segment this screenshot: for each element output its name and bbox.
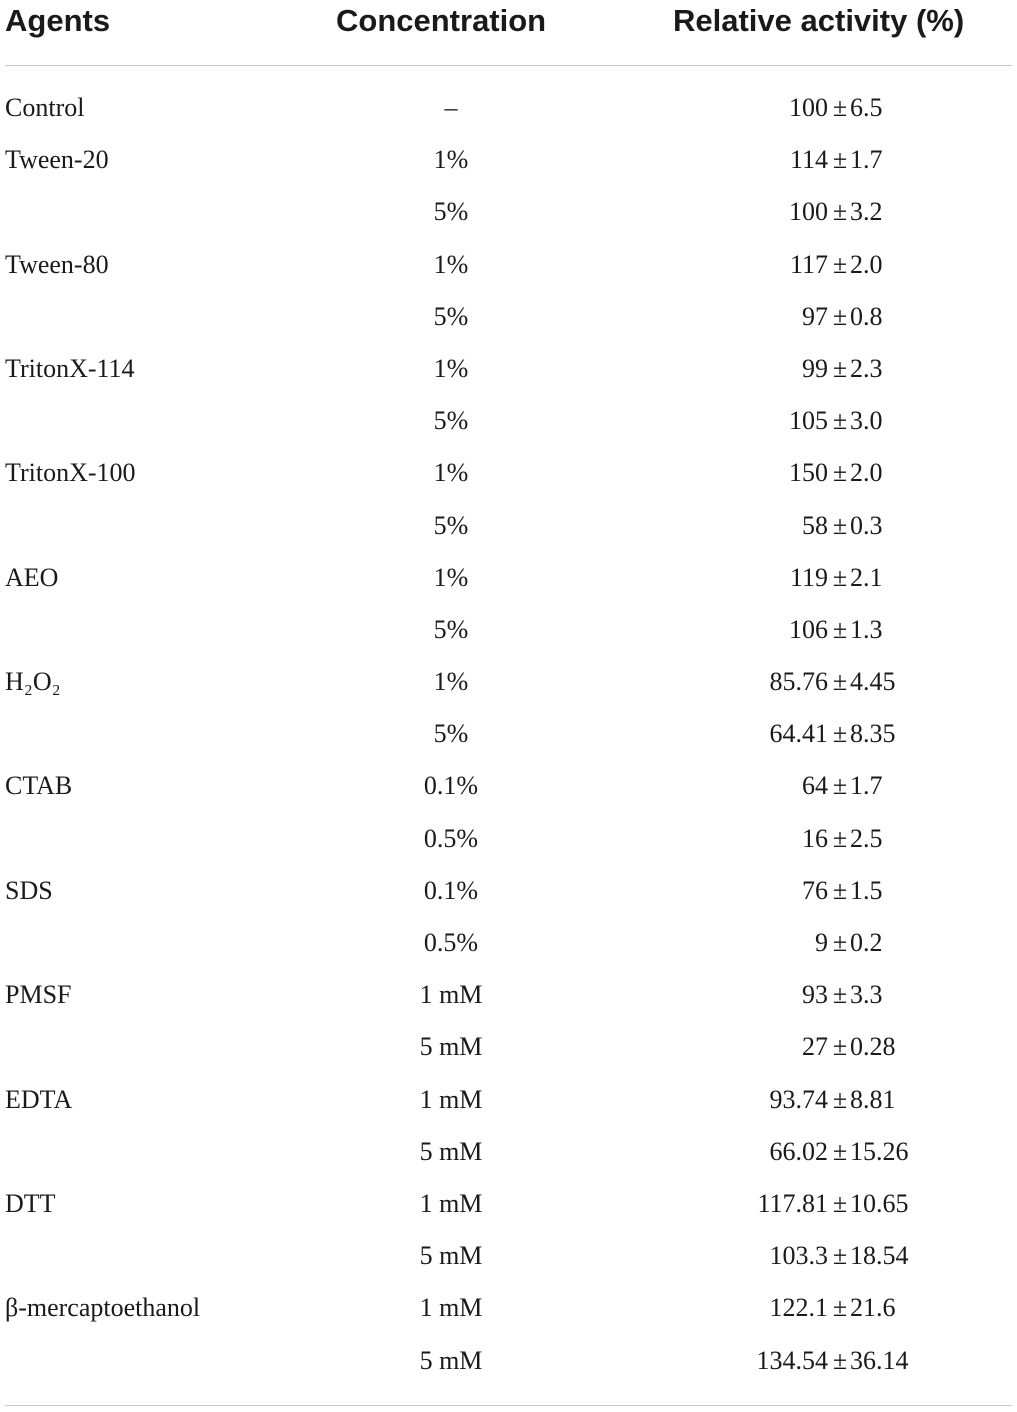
table-row [0,343,1017,395]
cell-concentration: 1 mM [419,1188,483,1218]
plus-minus-sign: ± [832,353,848,383]
cell-concentration: 1 mM [419,980,483,1010]
activity-sd: 0.8 [850,301,883,331]
cell-agent: Tween-20 [5,145,109,175]
cell-agent: β-mercaptoethanol [5,1293,201,1323]
activity-sd: 2.0 [850,249,883,279]
table-row [0,813,1017,865]
activity-mean: 117 [789,249,828,279]
activity-mean: 93 [802,980,828,1010]
activity-sd: 0.28 [850,1032,896,1062]
cell-concentration: 5% [433,719,469,749]
activity-sd: 2.0 [850,458,883,488]
table-row [0,1178,1017,1230]
activity-mean: 134.54 [756,1345,828,1375]
activity-sd: 0.3 [850,510,883,540]
cell-concentration: 1 mM [419,1084,483,1114]
cell-agent: CTAB [5,771,73,801]
cell-agent: Control [5,93,85,122]
activity-mean: 93.74 [769,1084,828,1114]
plus-minus-sign: ± [832,980,848,1010]
cell-relative-activity [700,1282,936,1334]
activity-sd: 1.7 [850,145,883,175]
activity-mean: 64.41 [769,719,828,749]
table-row [0,186,1017,238]
activity-sd: 1.3 [850,614,883,644]
activity-sd: 2.1 [850,562,883,592]
cell-concentration: 1% [433,353,469,383]
table-body [0,82,1017,1387]
activity-mean: 119 [789,562,828,592]
cell-relative-activity [700,82,936,134]
table-row [0,1335,1017,1387]
plus-minus-sign: ± [832,562,848,592]
cell-relative-activity [700,760,936,812]
activity-mean: 114 [789,145,828,175]
table-row [0,708,1017,760]
activity-mean: 76 [802,875,828,905]
table-row [0,604,1017,656]
header-concentration: Concentration [336,3,547,38]
table-row [0,134,1017,186]
cell-agent: AEO [5,562,59,592]
cell-relative-activity [700,865,936,917]
cell-relative-activity [700,917,936,969]
table-row [0,1074,1017,1126]
plus-minus-sign: ± [832,145,848,175]
plus-minus-sign: ± [832,1084,848,1114]
cell-relative-activity [700,134,936,186]
cell-relative-activity [700,1074,936,1126]
activity-mean: 122.1 [769,1293,828,1323]
table-row [0,656,1017,708]
table-row [0,395,1017,447]
activity-sd: 2.5 [850,823,883,853]
activity-mean: 150 [789,458,828,488]
bottom-divider [5,1405,1012,1406]
cell-relative-activity [700,552,936,604]
activity-mean: 100 [789,197,828,227]
cell-concentration: 1% [433,145,469,175]
cell-agent: SDS [5,875,53,905]
activity-sd: 10.65 [850,1188,909,1218]
table-row [0,291,1017,343]
activity-mean: 97 [802,301,828,331]
table-row [0,500,1017,552]
activity-sd: 18.54 [850,1241,909,1271]
table-row [0,1021,1017,1073]
activity-sd: 6.5 [850,93,883,122]
plus-minus-sign: ± [832,719,848,749]
header-agents: Agents [5,3,111,38]
cell-concentration: 5% [433,510,469,540]
plus-minus-sign: ± [832,614,848,644]
cell-concentration: 5% [433,301,469,331]
table-header [0,0,1017,65]
table-row [0,447,1017,499]
activity-mean: 64 [802,771,828,801]
cell-relative-activity [700,447,936,499]
activity-sd: 1.5 [850,875,883,905]
plus-minus-sign: ± [832,249,848,279]
table-row [0,865,1017,917]
plus-minus-sign: ± [832,1188,848,1218]
cell-relative-activity [700,1126,936,1178]
plus-minus-sign: ± [832,197,848,227]
header-relative-activity: Relative activity (%) [673,3,965,38]
cell-relative-activity [700,395,936,447]
cell-relative-activity [700,969,936,1021]
activity-sd: 3.2 [850,197,883,227]
cell-relative-activity [700,604,936,656]
cell-relative-activity [700,656,936,708]
table-row [0,1282,1017,1334]
activity-mean: 99 [802,353,828,383]
activity-mean: 16 [802,823,828,853]
cell-relative-activity [700,186,936,238]
plus-minus-sign: ± [832,458,848,488]
plus-minus-sign: ± [832,301,848,331]
cell-concentration: – [444,93,458,122]
activity-sd: 21.6 [850,1293,896,1323]
activity-mean: 100 [789,93,828,122]
header-divider [5,65,1012,66]
activity-mean: 103.3 [769,1241,828,1271]
cell-concentration: 5% [433,197,469,227]
cell-concentration: 0.5% [423,928,479,957]
activity-mean: 85.76 [769,667,828,697]
cell-agent: TritonX-100 [5,458,136,488]
cell-concentration: 0.5% [423,823,479,853]
activity-sd: 0.2 [850,928,883,957]
activity-sd: 3.0 [850,406,883,436]
plus-minus-sign: ± [832,1345,848,1375]
cell-concentration: 5 mM [419,1345,483,1375]
plus-minus-sign: ± [832,406,848,436]
table-row [0,969,1017,1021]
plus-minus-sign: ± [832,771,848,801]
plus-minus-sign: ± [832,823,848,853]
activity-mean: 9 [815,928,828,957]
cell-relative-activity [700,500,936,552]
cell-agent: PMSF [5,980,72,1010]
activity-mean: 66.02 [769,1136,828,1166]
table-row [0,239,1017,291]
cell-concentration: 1% [433,249,469,279]
activity-mean: 105 [789,406,828,436]
table-row [0,82,1017,134]
cell-concentration: 5% [433,614,469,644]
cell-relative-activity [700,1335,936,1387]
cell-concentration: 1% [433,667,469,697]
activity-sd: 15.26 [850,1136,909,1166]
cell-agent: TritonX-114 [5,353,135,383]
plus-minus-sign: ± [832,928,848,957]
activity-sd: 8.81 [850,1084,896,1114]
cell-concentration: 5 mM [419,1136,483,1166]
activity-sd: 36.14 [850,1345,909,1375]
activity-sd: 8.35 [850,719,896,749]
cell-concentration: 5% [433,406,469,436]
activity-sd: 3.3 [850,980,883,1010]
cell-concentration: 0.1% [423,771,479,801]
plus-minus-sign: ± [832,93,848,122]
cell-relative-activity [700,1178,936,1230]
cell-relative-activity [700,1021,936,1073]
table-row [0,552,1017,604]
cell-concentration: 1% [433,562,469,592]
activity-mean: 27 [802,1032,828,1062]
cell-concentration: 0.1% [423,875,479,905]
cell-relative-activity [700,343,936,395]
table-row [0,760,1017,812]
table-row [0,1126,1017,1178]
activity-mean: 58 [802,510,828,540]
cell-agent: H₂O₂ [5,667,61,697]
cell-agent: Tween-80 [5,249,109,279]
activity-sd: 2.3 [850,353,883,383]
plus-minus-sign: ± [832,875,848,905]
table-row [0,917,1017,969]
cell-relative-activity [700,291,936,343]
cell-concentration: 5 mM [419,1032,483,1062]
cell-concentration: 1 mM [419,1293,483,1323]
activity-mean: 117.81 [757,1188,828,1218]
table-row [0,1230,1017,1282]
plus-minus-sign: ± [832,1293,848,1323]
activity-sd: 1.7 [850,771,883,801]
plus-minus-sign: ± [832,1241,848,1271]
cell-concentration: 5 mM [419,1241,483,1271]
plus-minus-sign: ± [832,1032,848,1062]
plus-minus-sign: ± [832,1136,848,1166]
cell-relative-activity [700,813,936,865]
activity-mean: 106 [789,614,828,644]
cell-relative-activity [700,239,936,291]
cell-agent: EDTA [5,1084,73,1114]
cell-relative-activity [700,708,936,760]
activity-sd: 4.45 [850,667,896,697]
cell-agent: DTT [5,1188,56,1218]
plus-minus-sign: ± [832,510,848,540]
plus-minus-sign: ± [832,667,848,697]
cell-relative-activity [700,1230,936,1282]
cell-concentration: 1% [433,458,469,488]
